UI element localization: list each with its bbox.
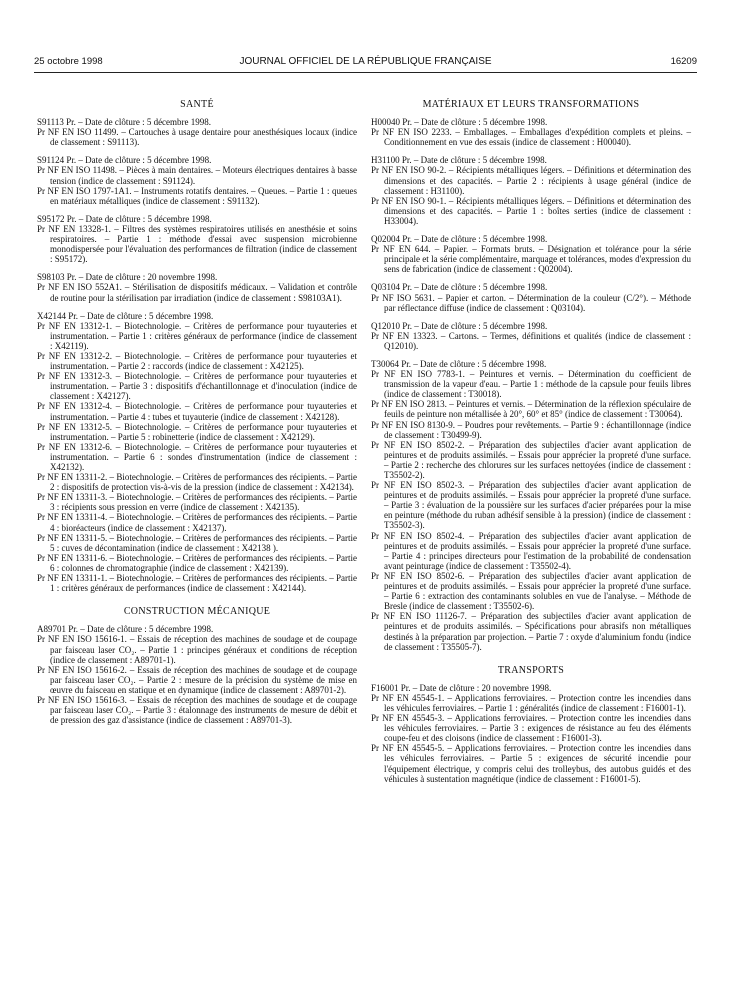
standard-entry: Pr NF EN 13323. – Cartons. – Termes, définitions et qualités (indice de classement : Q12010).: [371, 330, 691, 351]
standard-entry: Pr NF EN ISO 552A1. – Stérilisation de dispositifs médicaux. – Validation et contrôle de routine pour la stérilisation par irradiation (indice de classement : S98103A1).: [37, 282, 357, 303]
section: [371, 666, 691, 784]
page-number: 16209: [670, 56, 697, 67]
closing-date-line: S98103 Pr. – Date de clôture : 20 novembre 1998.: [37, 272, 218, 283]
standard-entry: Pr NF EN 13311-4. – Biotechnologie. – Critères de performances des récipients. – Partie 4 : bioréacteurs (indice de classement : X42137).: [37, 512, 357, 533]
closing-date-line: A89701 Pr. – Date de clôture : 5 décembre 1998.: [37, 624, 214, 635]
standard-entry: Pr NF EN 13312-2. – Biotechnologie. – Critères de performance pour tuyauteries et instrumentation. – Partie 2 : raccords (indice de classement : X42125).: [37, 350, 357, 372]
standard-group: [371, 117, 691, 147]
standard-entry: Pr NF EN ISO 15616-1. – Essais de réception des machines de soudage et de coupage par faisceau laser CO₂. – Partie 1 : principes généraux et conditions de réception (indice de classement : A89701-1).: [37, 634, 357, 665]
standard-group: [37, 624, 357, 725]
standard-entry: Pr NF EN ISO 8502-6. – Préparation des subjectiles d'acier avant application de peintures et de produits assimilés. – Essais pour apprécier la propreté d'une surface. – Partie 6 : extraction des contaminants solubles en vue de l'analyse. – Méthode de Bresle (indice de classement : T35502-6).: [371, 570, 691, 612]
closing-date-line: X42144 Pr. – Date de clôture : 5 décembre 1998.: [37, 310, 214, 321]
standard-entry: Pr NF EN ISO 2233. – Emballages. – Emballages d'expédition complets et pleins. – Conditionnement en vue des essais (indice de classement : H00040).: [371, 127, 691, 148]
standard-entry: Pr NF EN ISO 8130-9. – Poudres pour revêtements. – Partie 9 : échantillonnage (indice de classement : T30499-9).: [371, 419, 691, 440]
standard-entry: Pr NF EN ISO 15616-2. – Essais de réception des machines de soudage et de coupage par faisceau laser CO₂. – Partie 2 : mesure de la précision du système de mise en œuvre du faisceau en statique et en dynamique (indice de classement : A89701-2).: [37, 664, 357, 695]
standard-entry: Pr NF EN 45545-3. – Applications ferroviaires. – Protection contre les incendies dans les véhicules ferroviaires. – Partie 3 : exigences de résistance au feu des éléments coupe-feu et des cloisons (indice de classement : F16001-3).: [371, 713, 691, 744]
standard-entry: Pr NF EN 13312-5. – Biotechnologie. – Critères de performance pour tuyauteries et instrumentation. – Partie 5 : robinetterie (indice de classement : X42129).: [37, 421, 357, 442]
section-title: SANTÉ: [180, 99, 214, 110]
standard-entry: Pr NF EN 13311-1. – Biotechnologie. – Critères de performances des récipients. – Partie 1 : critères généraux de performances (indice de classement : X42144).: [37, 573, 357, 594]
issue-date: 25 octobre 1998: [34, 56, 103, 67]
standard-group: [37, 311, 357, 594]
standard-entry: Pr NF EN ISO 90-2. – Récipients métalliques légers. – Définitions et détermination des dimensions et des capacités. – Partie 2 : récipients à usage général (indice de classement : H31100).: [371, 165, 691, 196]
standard-entry: Pr NF EN 13311-6. – Biotechnologie. – Critères de performances des récipients. – Partie 6 : colonnes de chromatographie (indice de classement : X42139).: [37, 552, 357, 573]
closing-date-line: S91113 Pr. – Date de clôture : 5 décembre 1998.: [37, 117, 212, 128]
header-rule: [34, 72, 697, 73]
standard-entry: Pr NF EN ISO 11126-7. – Préparation des subjectiles d'acier avant application de peintures et de produits assimilés. – Spécifications pour abrasifs non métalliques destinés à la préparation par projection. – Partie 7 : oxyde d'aluminium fondu (indice de classement : T35505-7).: [371, 611, 691, 652]
section: [371, 100, 691, 652]
standard-group: [37, 272, 357, 302]
standard-entry: Pr NF EN 13312-1. – Biotechnologie. – Critères de performance pour tuyauteries et instrumentation. – Partie 1 : critères généraux de performance (indice de classement : X42119).: [37, 320, 357, 351]
standard-entry: Pr NF EN ISO 7783-1. – Peintures et vernis. – Détermination du coefficient de transmission de la vapeur d'eau. – Partie 1 : méthode de la capsule pour feuils libres (indice de classement : T30018).: [371, 369, 691, 400]
standard-entry: Pr NF EN 13312-4. – Biotechnologie. – Critères de performance pour tuyauteries et instrumentation. – Partie 4 : tubes et tuyauterie (indice de classement : X42128).: [37, 401, 357, 422]
standard-entry: Pr NF ISO 5631. – Papier et carton. – Détermination de la couleur (C/2°). – Méthode par réflectance diffuse (indice de classement : Q03104).: [371, 292, 691, 313]
standard-entry: Pr NF EN ISO 15616-3. – Essais de réception des machines de soudage et de coupage par faisceau laser CO₂. – Partie 3 : étalonnage des instruments de mesure de débit et de pression des gaz d'assistance (indice de classement : A89701-3).: [37, 694, 357, 726]
closing-date-line: T30064 Pr. – Date de clôture : 5 décembre 1998.: [371, 358, 547, 369]
standard-entry: Pr NF EN ISO 2813. – Peintures et vernis. – Détermination de la réflexion spéculaire de feuils de peinture non métallisée à 20°, 60° et 85° (indice de classement : T30064).: [371, 399, 691, 420]
page-header: [34, 56, 697, 70]
closing-date-line: S95172 Pr. – Date de clôture : 5 décembre 1998.: [37, 213, 212, 224]
standard-entry: Pr NF EN 644. – Papier. – Formats bruts. – Désignation et tolérance pour la série principale et la série complémentaire, marquage et tolérances, modes d'expression du sens de fabrication (indice de classement : Q02004).: [371, 244, 691, 275]
standard-entry: Pr NF EN ISO 11499. – Cartouches à usage dentaire pour anesthésiques locaux (indice de classement : S91113).: [37, 127, 357, 148]
closing-date-line: S91124 Pr. – Date de clôture : 5 décembre 1998.: [37, 155, 212, 166]
standard-entry: Pr NF EN 13328-1. – Filtres des systèmes respiratoires utilisés en anesthésie et soins respiratoires. – Partie 1 : méthode d'essai avec suspension microbienne monodispersée pour l'évaluation des performances de filtration (indice de classement : S95172).: [37, 223, 357, 265]
standard-entry: Pr NF EN 13311-5. – Biotechnologie. – Critères de performances des récipients. – Partie 5 : cuves de décontamination (indice de classement : X42138 ).: [37, 532, 357, 553]
standard-entry: Pr NF EN 13312-3. – Biotechnologie. – Critères de performance pour tuyauteries et instrumentation. – Partie 3 : dispositifs d'échantillonnage et d'inoculation (indice de classement : X42127).: [37, 371, 357, 402]
standard-entry: Pr NF EN ISO 8502-4. – Préparation des subjectiles d'acier avant application de peintures et de produits assimilés. – Essais pour apprécier la propreté d'une surface. – Partie 4 : principes directeurs pour l'estimation de la probabilité de condensation avant peinturage (indice de classement : T35502-4).: [371, 530, 691, 571]
closing-date-line: Q03104 Pr. – Date de clôture : 5 décembre 1998.: [371, 282, 548, 293]
standard-group: [371, 282, 691, 312]
section: [37, 607, 357, 725]
closing-date-line: Q12010 Pr. – Date de clôture : 5 décembre 1998.: [371, 320, 548, 331]
closing-date-line: Q02004 Pr. – Date de clôture : 5 décembre 1998.: [371, 234, 548, 245]
standard-entry: Pr NF EN ISO 1797-1A1. – Instruments rotatifs dentaires. – Queues. – Partie 1 : queues en matériaux métalliques (indice de classement : S91132).: [37, 185, 357, 206]
standard-group: [371, 321, 691, 351]
standard-group: [371, 359, 691, 652]
section-title: CONSTRUCTION MÉCANIQUE: [123, 606, 271, 618]
standard-entry: Pr NF EN 45545-5. – Applications ferroviaires. – Protection contre les incendies dans les véhicules ferroviaires. – Partie 5 : exigences de sécurité incendie pour l'équipement électrique, y compris celui des trolleybus, des autobus guidés et des véhicules à sustentation magnétique (indice de classement : F16001-5).: [371, 743, 691, 784]
closing-date-line: H00040 Pr. – Date de clôture : 5 décembre 1998.: [371, 117, 548, 128]
standard-entry: Pr NF EN ISO 90-1. – Récipients métalliques légers. – Définitions et détermination des dimensions et des capacités. – Partie 1 : boîtes serties (indice de classement : H33004).: [371, 195, 691, 226]
standard-entry: Pr NF EN ISO 8502-3. – Préparation des subjectiles d'acier avant application de peintures et de produits assimilés. – Essais pour apprécier la propreté d'une surface. – Partie 3 : évaluation de la poussière sur les surfaces d'acier préparées pour la mise en peinture (méthode du ruban adhésif sensible à la pression) (indice de classement : T35502-3).: [371, 480, 691, 531]
standard-entry: Pr NF EN 13311-3. – Biotechnologie. – Critères de performances des récipients. – Partie 3 : récipients sous pression en verre (indice de classement : X42135).: [37, 492, 357, 513]
section: [37, 100, 357, 593]
standard-group: [37, 214, 357, 264]
standard-entry: Pr NF EN ISO 11498. – Pièces à main dentaires. – Moteurs électriques dentaires à basse tension (indice de classement : S91124).: [37, 165, 357, 186]
standard-entry: Pr NF EN 13311-2. – Biotechnologie. – Critères de performances des récipients. – Partie 2 : dispositifs de protection vis-à-vis de la pression (indice de classement : X42134).: [37, 472, 357, 493]
right-column: [371, 100, 691, 792]
closing-date-line: F16001 Pr. – Date de clôture : 20 novembre 1998.: [371, 682, 552, 693]
standard-group: [37, 117, 357, 147]
standard-entry: Pr NF EN 45545-1. – Applications ferroviaires. – Protection contre les incendies dans les véhicules ferroviaires. – Partie 1 : généralités (indice de classement : F16001-1).: [371, 692, 691, 713]
standard-group: [371, 683, 691, 784]
standard-group: [371, 234, 691, 274]
standard-entry: Pr NF EN 13312-6. – Biotechnologie. – Critères de performance pour tuyauteries et instrumentation. – Partie 6 : sondes d'instrumentation (indice de classement : X42132).: [37, 441, 357, 472]
standard-group: [371, 155, 691, 226]
section-title: TRANSPORTS: [497, 664, 565, 676]
section-title: MATÉRIAUX ET LEURS TRANSFORMATIONS: [422, 99, 640, 110]
standard-group: [37, 155, 357, 205]
closing-date-line: H31100 Pr. – Date de clôture : 5 décembre 1998.: [371, 155, 547, 166]
left-column: [37, 100, 357, 733]
journal-title: JOURNAL OFFICIEL DE LA RÉPUBLIQUE FRANÇAISE: [239, 56, 492, 67]
standard-entry: Pr NF EN ISO 8502-2. – Préparation des subjectiles d'acier avant application de peintures et de produits assimilés. – Essais pour apprécier la propreté d'une surface. – Partie 2 : recherche des chlorures sur les surfaces nettoyées (indice de classement : T35502-2).: [371, 439, 691, 480]
